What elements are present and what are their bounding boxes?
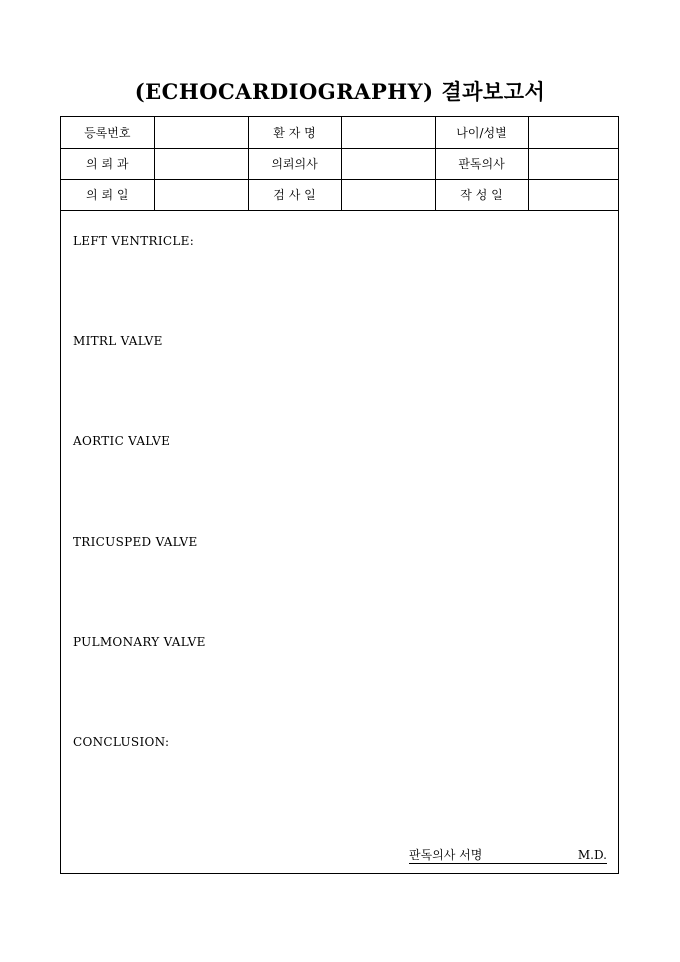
info-row-2: [61, 148, 618, 179]
reading-physician-field[interactable]: [528, 148, 618, 179]
patient-name-label: 환 자 명: [248, 117, 341, 148]
written-date-field[interactable]: [528, 179, 618, 210]
referral-date-field[interactable]: [154, 179, 248, 210]
report-title: (ECHOCARDIOGRAPHY) 결과보고서: [134, 79, 546, 104]
referring-physician-field[interactable]: [341, 148, 435, 179]
reading-physician-label: 판독의사: [435, 148, 528, 179]
section-left-ventricle: LEFT VENTRICLE:: [73, 234, 195, 248]
referring-physician-label: 의뢰의사: [248, 148, 341, 179]
signature-label: 판독의사 서명: [409, 848, 483, 862]
age-sex-field[interactable]: [528, 117, 618, 148]
age-sex-label: 나이/성별: [435, 117, 528, 148]
registration-number-label: 등록번호: [61, 117, 154, 148]
referring-department-field[interactable]: [154, 148, 248, 179]
info-row-1: [61, 117, 618, 148]
signature-md: M.D.: [577, 848, 607, 862]
info-row-3: [61, 179, 618, 210]
section-aortic-valve: AORTIC VALVE: [73, 434, 171, 448]
signature-line[interactable]: [409, 848, 607, 864]
patient-info-table: [61, 117, 618, 211]
written-date-label: 작 성 일: [435, 179, 528, 210]
section-mitral-valve: MITRL VALVE: [73, 334, 163, 348]
referral-date-label: 의 뢰 일: [61, 179, 154, 210]
section-conclusion: CONCLUSION:: [73, 735, 170, 749]
exam-date-field[interactable]: [341, 179, 435, 210]
registration-number-field[interactable]: [154, 117, 248, 148]
section-tricuspid-valve: TRICUSPED VALVE: [73, 535, 198, 549]
referring-department-label: 의 뢰 과: [61, 148, 154, 179]
section-pulmonary-valve: PULMONARY VALVE: [73, 635, 206, 649]
report-form: [60, 116, 619, 874]
exam-date-label: 검 사 일: [248, 179, 341, 210]
patient-name-field[interactable]: [341, 117, 435, 148]
